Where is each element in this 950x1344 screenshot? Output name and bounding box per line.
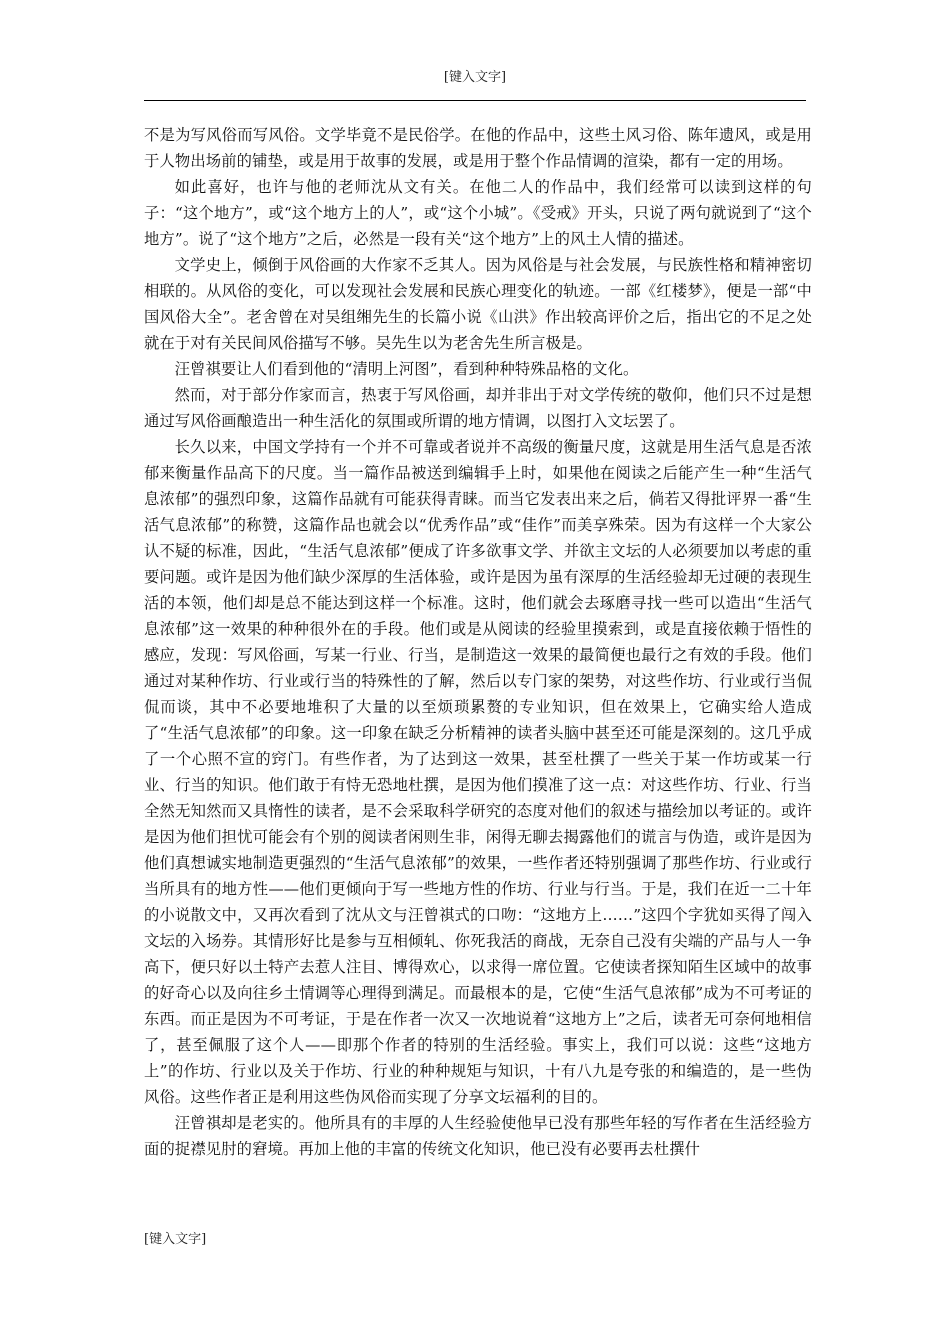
page-header: [键入文字]	[443, 70, 507, 85]
body-text	[144, 122, 812, 1162]
paragraph: 如此喜好，也许与他的老师沈从文有关。在他二人的作品中，我们经常可以读到这样的句子：“这个地方”，或“这个地方上的人”，或“这个小城”。《受戒》开头，只说了两句就说到了“这个地方”。说了“这个地方”之后，必然是一段有关“这个地方”上的风土人情的描述。	[144, 178, 812, 248]
header-divider	[144, 100, 806, 101]
paragraph: 文学史上，倾倒于风俗画的大作家不乏其人。因为风俗是与社会发展，与民族性格和精神密切相联的。从风俗的变化，可以发现社会发展和民族心理变化的轨迹。一部《红楼梦》，便是一部“中国风俗大全”。老舍曾在对吴组缃先生的长篇小说《山洪》作出较高评价之后，指出它的不足之处就在于对有关民间风俗描写不够。吴先生以为老舍先生所言极是。	[144, 256, 812, 352]
page-footer: [键入文字]	[144, 1232, 207, 1247]
paragraph: 长久以来，中国文学持有一个并不可靠或者说并不高级的衡量尺度，这就是用生活气息是否浓郁来衡量作品高下的尺度。当一篇作品被送到编辑手上时，如果他在阅读之后能产生一种“生活气息浓郁”的强烈印象，这篇作品就有可能获得青睐。而当它发表出来之后，倘若又得批评界一番“生活气息浓郁”的称赞，这篇作品也就会以“优秀作品”或“佳作”而美享殊荣。因为有这样一个大家公认不疑的标准，因此，“生活气息浓郁”便成了许多欲事文学、并欲主文坛的人必须要加以考虑的重要问题。或许是因为他们缺少深厚的生活体验，或许是因为虽有深厚的生活经验却无过硬的表现生活的本领，他们却是总不能达到这样一个标准。这时，他们就会去琢磨寻找一些可以造出“生活气息浓郁”这一效果的种种很外在的手段。他们或是从阅读的经验里摸索到，或是直接依赖于悟性的感应，发现：写风俗画，写某一行业、行当，是制造这一效果的最简便也最行之有效的手段。他们通过对某种作坊、行业或行当的特殊性的了解，然后以专门家的架势，对这些作坊、行业或行当侃侃而谈，其中不必要地堆积了大量的以至烦琐累赘的专业知识，但在效果上，它确实给人造成了“生活气息浓郁”的印象。这一印象在缺乏分析精神的读者头脑中甚至还可能是深刻的。这几乎成了一个心照不宣的窍门。有些作者，为了达到这一效果，甚至杜撰了一些关于某一作坊或某一行业、行当的知识。他们敢于有恃无恐地杜撰，是因为他们摸准了这一点：对这些作坊、行业、行当全然无知然而又具惰性的读者，是不会采取科学研究的态度对他们的叙述与描绘加以考证的。或许是因为他们担忧可能会有个别的阅读者闲则生非，闲得无聊去揭露他们的谎言与伪造，或许是因为他们真想诚实地制造更强烈的“生活气息浓郁”的效果，一些作者还特别强调了那些作坊、行业或行当所具有的地方性——他们更倾向于写一些地方性的作坊、行业与行当。于是，我们在近一二十年的小说散文中，又再次看到了沈从文与汪曾祺式的口吻：“这地方上……”这四个字犹如买得了闯入文坛的入场券。其情形好比是参与互相倾轧、你死我活的商战，无奈自己没有尖端的产品与人一争高下，便只好以土特产去惹人注目、博得欢心，以求得一席位置。它使读者探知陌生区域中的故事的好奇心以及向往乡土情调等心理得到满足。而最根本的是，它使“生活气息浓郁”成为不可考证的东西。而正是因为不可考证，于是在作者一次又一次地说着“这地方上”之后，读者无可奈何地相信了，甚至佩服了这个人——即那个作者的特别的生活经验。事实上，我们可以说：这些“这地方上”的作坊、行业以及关于作坊、行业的种种规矩与知识，十有八九是夸张的和编造的，是一些伪风俗。这些作者正是利用这些伪风俗而实现了分享文坛福利的目的。	[144, 438, 812, 1106]
paragraph: 不是为写风俗而写风俗。文学毕竟不是民俗学。在他的作品中，这些土风习俗、陈年遗风，或是用于人物出场前的铺垫，或是用于故事的发展，或是用于整个作品情调的渲染，都有一定的用场。	[144, 126, 812, 170]
paragraph: 汪曾祺却是老实的。他所具有的丰厚的人生经验使他早已没有那些年轻的写作者在生活经验方面的捉襟见肘的窘境。再加上他的丰富的传统文化知识，他已没有必要再去杜撰什	[144, 1114, 812, 1158]
paragraph: 然而，对于部分作家而言，热衷于写风俗画，却并非出于对文学传统的敬仰，他们只不过是想通过写风俗画酿造出一种生活化的氛围或所谓的地方情调，以图打入文坛罢了。	[144, 386, 812, 430]
paragraph: 汪曾祺要让人们看到他的“清明上河图”，看到种种特殊品格的文化。	[174, 360, 639, 378]
